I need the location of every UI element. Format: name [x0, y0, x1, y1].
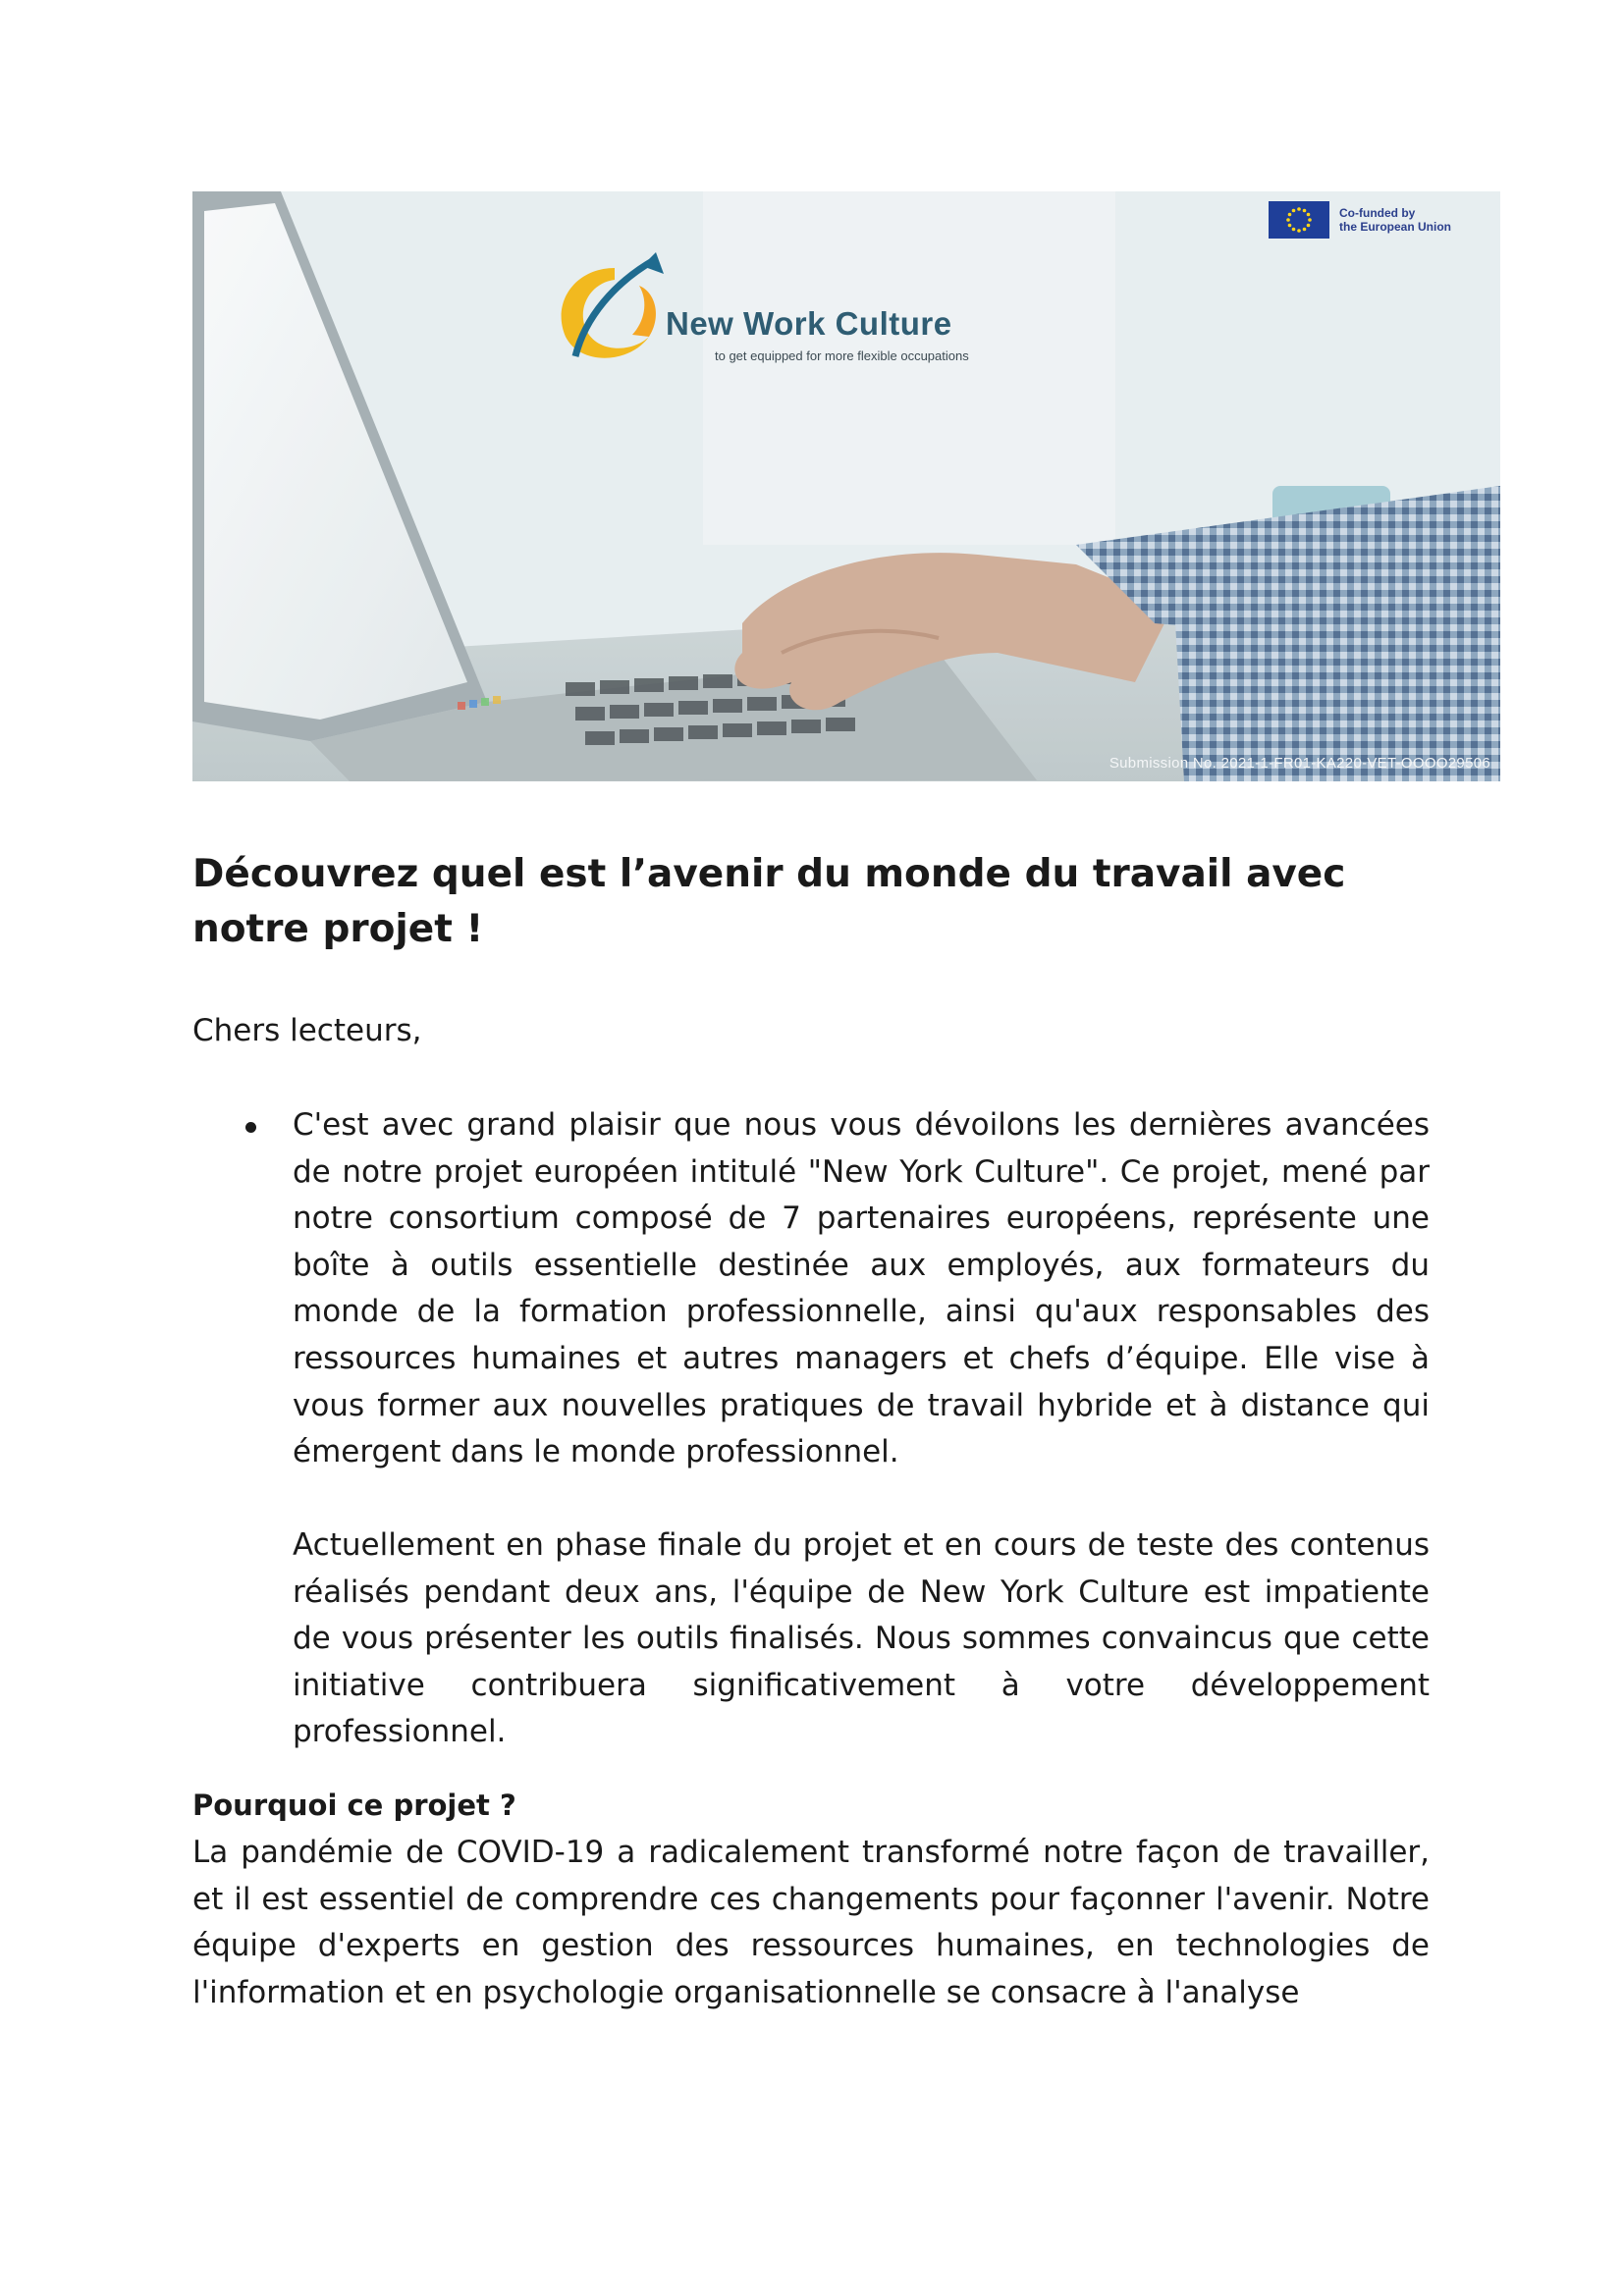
- logo-subtitle: to get equipped for more flexible occupations: [715, 348, 969, 363]
- eu-cofunded-logo: [1269, 201, 1451, 239]
- eu-label: [1339, 206, 1451, 234]
- second-paragraph: Actuellement en phase finale du projet et en cours de teste des contenus réalisés pendant deux ans, l'équipe de New York Culture est impatiente de vous présenter les outils finalisés. Nous sommes convaincus que cette initiative contribuera significativement à votre développement professionnel.: [293, 1527, 1430, 1750]
- swirl-arrow-icon: [546, 248, 674, 376]
- bullet-paragraph: C'est avec grand plaisir que nous vous dévoilons les dernières avancées de notre projet européen intitulé "New York Culture". Ce projet, mené par notre consortium composé de 7 partenaires européens, représente une boîte à outils essentielle destinée aux employés, aux formateurs du monde de la formation professionnelle, ainsi qu'aux responsables des ressources humaines et autres managers et chefs d’équipe. Elle vise à vous former aux nouvelles pratiques de travail hybride et à distance qui émergent dans le monde professionnel.: [293, 1107, 1430, 1470]
- section-heading: Pourquoi ce projet ?: [192, 1789, 516, 1822]
- bullet-list-item: [242, 1102, 1430, 1476]
- eu-label-line2: the European Union: [1339, 220, 1451, 234]
- bullet-icon: [245, 1122, 256, 1133]
- greeting: Chers lecteurs,: [192, 1013, 422, 1048]
- submission-number: Submission No. 2021-1-FR01-KA220-VET-OOOO29506: [1109, 755, 1490, 772]
- eu-label-line1: Co-funded by: [1339, 206, 1416, 220]
- article-title: Découvrez quel est l’avenir du monde du travail avec notre projet !: [192, 852, 1346, 951]
- section-paragraph: La pandémie de COVID-19 a radicalement transformé notre façon de travailler, et il est essentiel de comprendre ces changements pour façonner l'avenir. Notre équipe d'experts en gestion des ressources humaines, en technologies de l'information et en psychologie organisationnelle se consacre à l'analyse: [192, 1835, 1430, 2010]
- logo-title: New Work Culture: [666, 305, 952, 342]
- new-work-culture-logo: [546, 248, 969, 366]
- eu-flag-icon: [1269, 201, 1329, 239]
- project-banner-image: [192, 191, 1500, 781]
